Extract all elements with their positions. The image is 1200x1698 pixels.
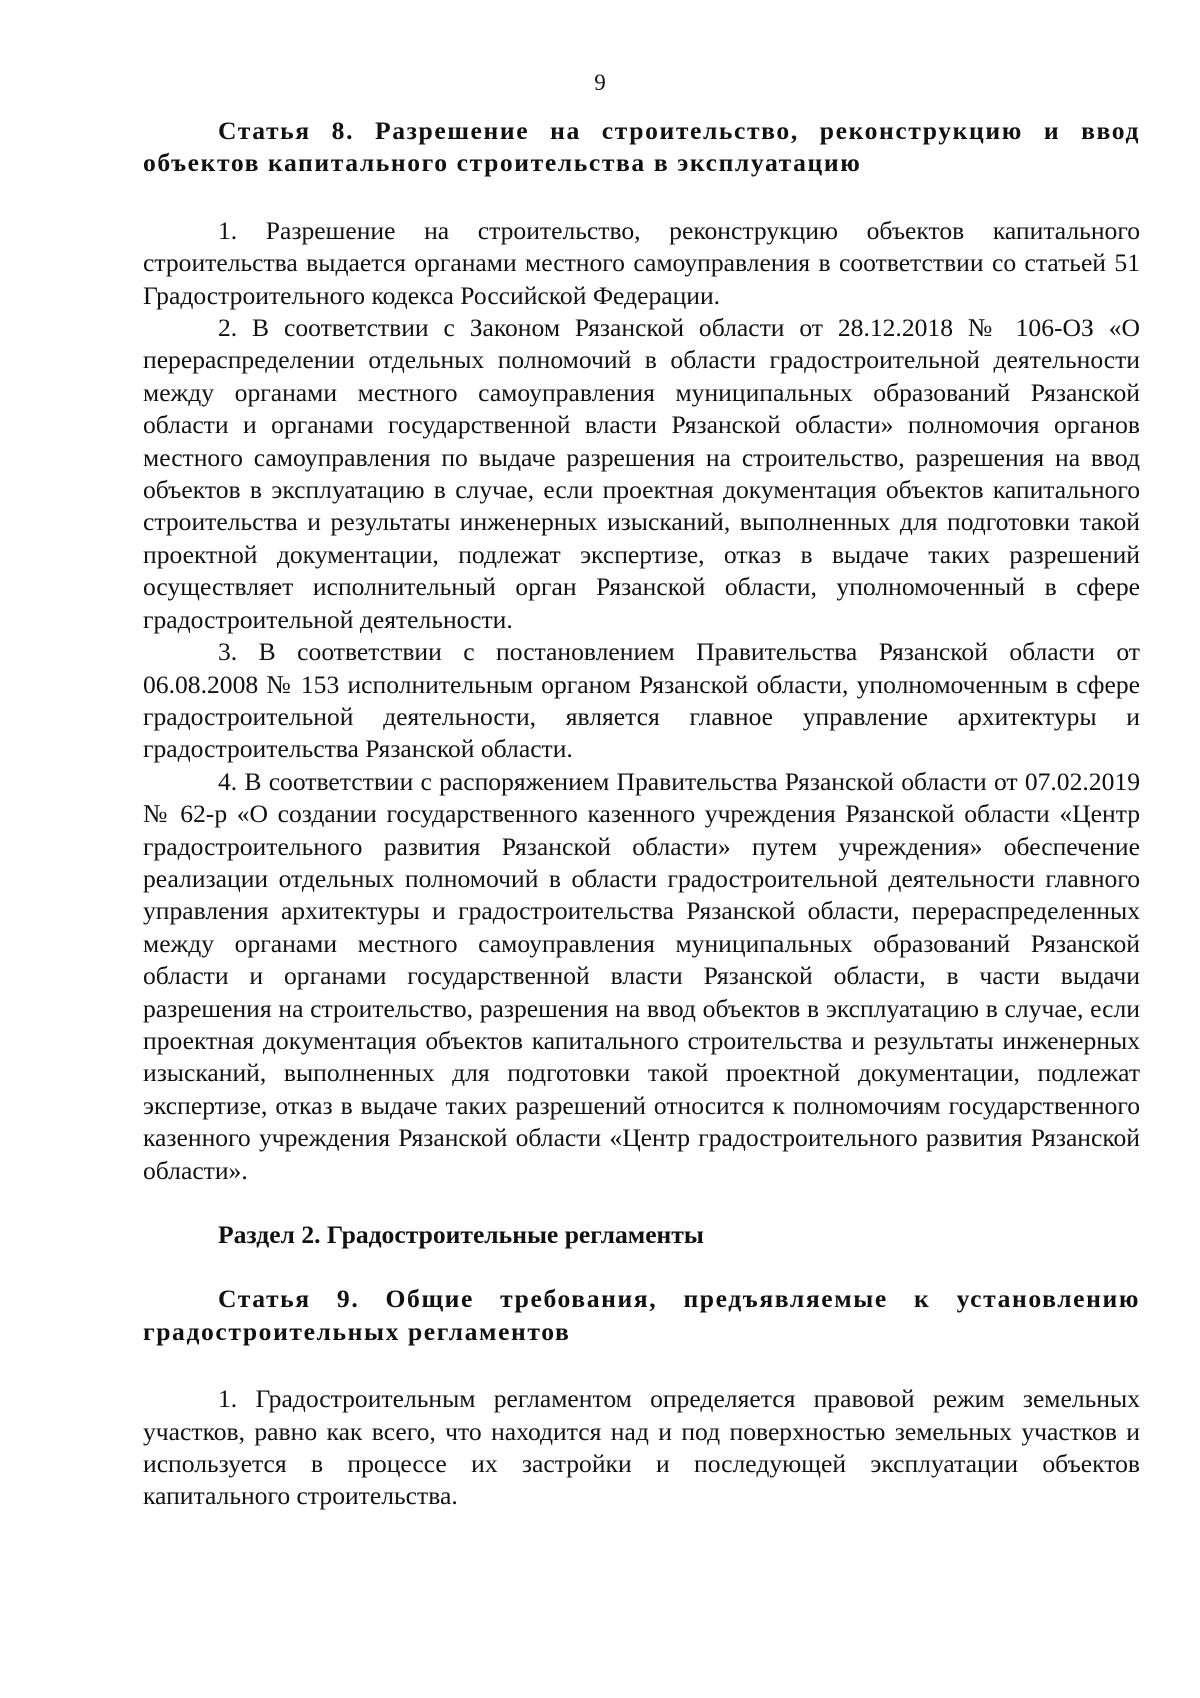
spacer: [143, 1251, 1140, 1283]
article-9-paragraph-1: 1. Градостроительным регламентом определяется правовой режим земельных участков, равно как всего, что находится над и под поверхностью земельных участков и используется в процессе их застройки и последующей эксплуатации объектов капитального строительства.: [143, 1384, 1140, 1511]
article-8-heading: Статья 8. Разрешение на строительство, реконструкцию и ввод объектов капитального строительства в эксплуатацию: [143, 116, 1140, 178]
article-9-heading: Статья 9. Общие требования, предъявляемые к установлению градостроительных регламентов: [143, 1284, 1140, 1346]
article-8-paragraph-4: 4. В соответствии с распоряжением Правительства Рязанской области от 07.02.2019 № 62-р «О создании государственного казенного учреждения Рязанской области «Центр градостроительного развития Рязанской области» путем учреждения» обеспечение реализации отдельных полномочий в области градостроительной деятельности главного управления архитектуры и градостроительства Рязанской области, перераспределенных между органами местного самоуправления муниципальных образований Рязанской области и органами государственной власти Рязанской области, в части выдачи разрешения на строительство, разрешения на ввод объектов в эксплуатацию в случае, если проектная документация объектов капитального строительства и результаты инженерных изысканий, выполненных для подготовки такой проектной документации, подлежат экспертизе, отказ в выдаче таких разрешений относится к полномочиям государственного казенного учреждения Рязанской области «Центр градостроительного развития Рязанской области».: [143, 766, 1140, 1185]
section-2-heading: Раздел 2. Градостроительные регламенты: [218, 1220, 704, 1249]
document-body: [143, 115, 1140, 1513]
spacer: [143, 1348, 1140, 1383]
spacer: [143, 180, 1140, 215]
spacer: [143, 1187, 1140, 1219]
page-number: 9: [594, 70, 606, 95]
article-8-paragraph-1: 1. Разрешение на строительство, реконструкцию объектов капитального строительства выдается органами местного самоуправления в соответствии со статьей 51 Градостроительного кодекса Российской Федерации.: [143, 215, 1140, 310]
article-8-paragraph-3: 3. В соответствии с постановлением Правительства Рязанской области от 06.08.2008 № 153 исполнительным органом Рязанской области, уполномоченным в сфере градостроительной деятельности, является главное управление архитектуры и градостроительства Рязанской области.: [143, 637, 1140, 764]
article-8-paragraph-2: 2. В соответствии с Законом Рязанской области от 28.12.2018 № 106-ОЗ «О перераспределении отдельных полномочий в области градостроительной деятельности между органами местного самоуправления муниципальных образований Рязанской области и органами государственной власти Рязанской области» полномочия органов местного самоуправления по выдаче разрешения на строительство, разрешения на ввод объектов в эксплуатацию в случае, если проектная документация объектов капитального строительства и результаты инженерных изысканий, выполненных для подготовки такой проектной документации, подлежат экспертизе, отказ в выдаче таких разрешений осуществляет исполнительный орган Рязанской области, уполномоченный в сфере градостроительной деятельности.: [143, 313, 1140, 634]
